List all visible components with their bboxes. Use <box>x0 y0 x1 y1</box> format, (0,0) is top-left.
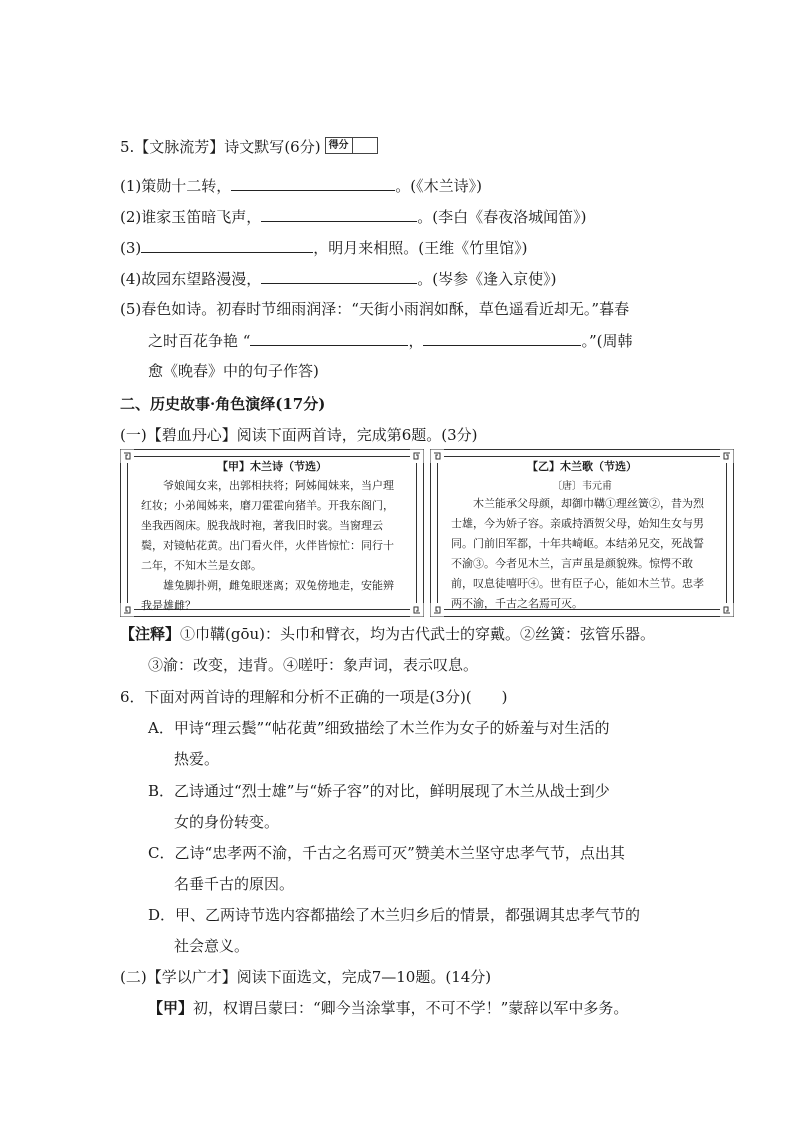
poem-b-body <box>451 494 713 614</box>
q5-item-3-pre: (3) <box>120 239 142 257</box>
poem-a-frame <box>120 449 424 617</box>
q6-option-c[interactable] <box>148 843 625 863</box>
q6-option-d[interactable] <box>148 905 640 925</box>
q5-item-5-line1: (5)春色如诗。初春时节细雨润泽：“天街小雨润如酥，草色遥看近却无。”暮春 <box>120 300 630 318</box>
answer-blank-1[interactable] <box>231 175 395 191</box>
q5-item-4-pre: (4)故园东望路漫漫， <box>120 270 262 288</box>
section2-title: 二、历史故事·角色演绎(17分) <box>120 395 326 413</box>
poem-a-para-2: 雄兔脚扑朔，雌兔眼迷离；双兔傍地走，安能辨我是雄雌？ <box>141 579 394 612</box>
q5-item-2-pre: (2)谁家玉笛暗飞声， <box>120 208 262 226</box>
jia-text: 初，权谓吕蒙曰：“卿今当涂掌事，不可不学！”蒙辞以军中多务。 <box>193 999 629 1017</box>
frame-corner-ornament-icon <box>120 603 134 617</box>
frame-corner-ornament-icon <box>120 449 134 463</box>
q5-item-5-line2 <box>148 330 632 351</box>
q6-option-a-cont: 热爱。 <box>174 750 220 768</box>
jia-label: 【甲】 <box>148 999 194 1017</box>
poem-b-author: 〔唐〕韦元甫 <box>552 481 612 492</box>
q6-option-d-l1: D．甲、乙两诗节选内容都描绘了木兰归乡后的情景，都强调其忠孝气节的 <box>148 906 641 924</box>
q5-item-2 <box>120 206 586 227</box>
q6-option-b-l1: B．乙诗通过“烈士雄”与“娇子容”的对比，鲜明展现了木兰从战士到少 <box>148 782 610 800</box>
notes-line-1 <box>120 624 655 644</box>
score-label: 得分 <box>326 138 353 153</box>
q5-item-5-line3: 愈《晚春》中的句子作答) <box>148 362 319 380</box>
q5-item-4-post: 。(岑参《逢入京使》) <box>417 270 557 288</box>
answer-blank-5a[interactable] <box>250 330 408 346</box>
q6-option-b[interactable] <box>148 781 610 801</box>
frame-corner-ornament-icon <box>430 449 444 463</box>
q5-item-1-post: 。(《木兰诗》) <box>395 177 482 195</box>
q5-item-5-mid: ， <box>408 332 424 350</box>
q5-item-1-pre: (1)策勋十二转， <box>120 177 232 195</box>
q5-item-5-pre: 之时百花争艳 “ <box>148 332 251 350</box>
q5-item-1 <box>120 175 482 196</box>
q6-stem: 6．下面对两首诗的理解和分析不正确的一项是(3分)( ) <box>120 688 508 706</box>
poem-a-title: 【甲】木兰诗（节选） <box>217 460 327 473</box>
answer-blank-4[interactable] <box>261 268 417 284</box>
frame-corner-ornament-icon <box>410 603 424 617</box>
q6-option-c-l1: C．乙诗“忠孝两不渝，千古之名焉可灭”赞美木兰坚守忠孝气节，点出其 <box>148 844 625 862</box>
q5-header-text: 5.【文脉流芳】诗文默写(6分) <box>120 138 321 156</box>
notes-line-2: ③渝：改变，违背。④嗟吁：象声词，表示叹息。 <box>148 656 479 674</box>
q6-option-c-cont: 名垂千古的原因。 <box>174 875 295 893</box>
answer-blank-3[interactable] <box>141 237 313 253</box>
jia-passage-line <box>148 998 628 1018</box>
q6-option-a-l1: A．甲诗“理云鬓”“帖花黄”细致描绘了木兰作为女子的娇羞与对生活的 <box>148 719 610 737</box>
part2-header: (二)【学以广才】阅读下面选文，完成7—10题。(14分) <box>120 968 492 986</box>
q5-item-2-post: 。(李白《春夜洛城闻笛》) <box>417 208 587 226</box>
q6-option-b-cont: 女的身份转变。 <box>174 813 280 831</box>
answer-blank-2[interactable] <box>261 206 417 222</box>
q5-header <box>120 137 378 157</box>
q5-item-3 <box>120 237 527 258</box>
answer-blank-5b[interactable] <box>423 330 581 346</box>
q5-item-3-post: ，明月来相照。(王维《竹里馆》) <box>313 239 528 257</box>
q5-item-4 <box>120 268 556 289</box>
frame-corner-ornament-icon <box>410 449 424 463</box>
frame-corner-ornament-icon <box>720 603 734 617</box>
notes-label: 【注释】 <box>120 625 181 643</box>
notes-text-1: ①巾鞲(gōu)：头巾和臂衣，均为古代武士的穿戴。②丝簧：弦管乐器。 <box>180 625 656 643</box>
score-box[interactable] <box>325 137 378 154</box>
poem-a-body <box>141 476 403 616</box>
poem-b-frame <box>430 449 734 617</box>
q6-option-a[interactable] <box>148 718 610 738</box>
frame-corner-ornament-icon <box>430 603 444 617</box>
frame-corner-ornament-icon <box>720 449 734 463</box>
q6-option-d-cont: 社会意义。 <box>174 937 250 955</box>
q5-item-5-post: 。”(周韩 <box>581 332 633 350</box>
poem-b-para: 木兰能承父母颜，却御巾鞲①理丝簧②，昔为烈士雄，今为娇子容。亲戚持酒贺父母，始知生女与男同。门前旧军都，十年共崎岖。本结弟兄交，死战誓不渝③。今者见木兰，言声虽是颜貌殊。惊愕不敢前，叹息徒嘻吁④。世有臣子心，能如木兰节。忠孝两不渝，千古之名焉可灭。 <box>451 497 704 610</box>
section2-part1: (一)【碧血丹心】阅读下面两首诗，完成第6题。(3分) <box>120 426 478 444</box>
poem-b-title: 【乙】木兰歌（节选） <box>527 460 637 473</box>
poem-a-para-1: 爷娘闻女来，出郭相扶将；阿姊闻妹来，当户理红妆；小弟闻姊来，磨刀霍霍向猪羊。开我东阁门，坐我西阁床。脱我战时袍，著我旧时裳。当窗理云鬓，对镜帖花黄。出门看火伴，火伴皆惊忙：同行十二年，不知木兰是女郎。 <box>141 479 394 572</box>
